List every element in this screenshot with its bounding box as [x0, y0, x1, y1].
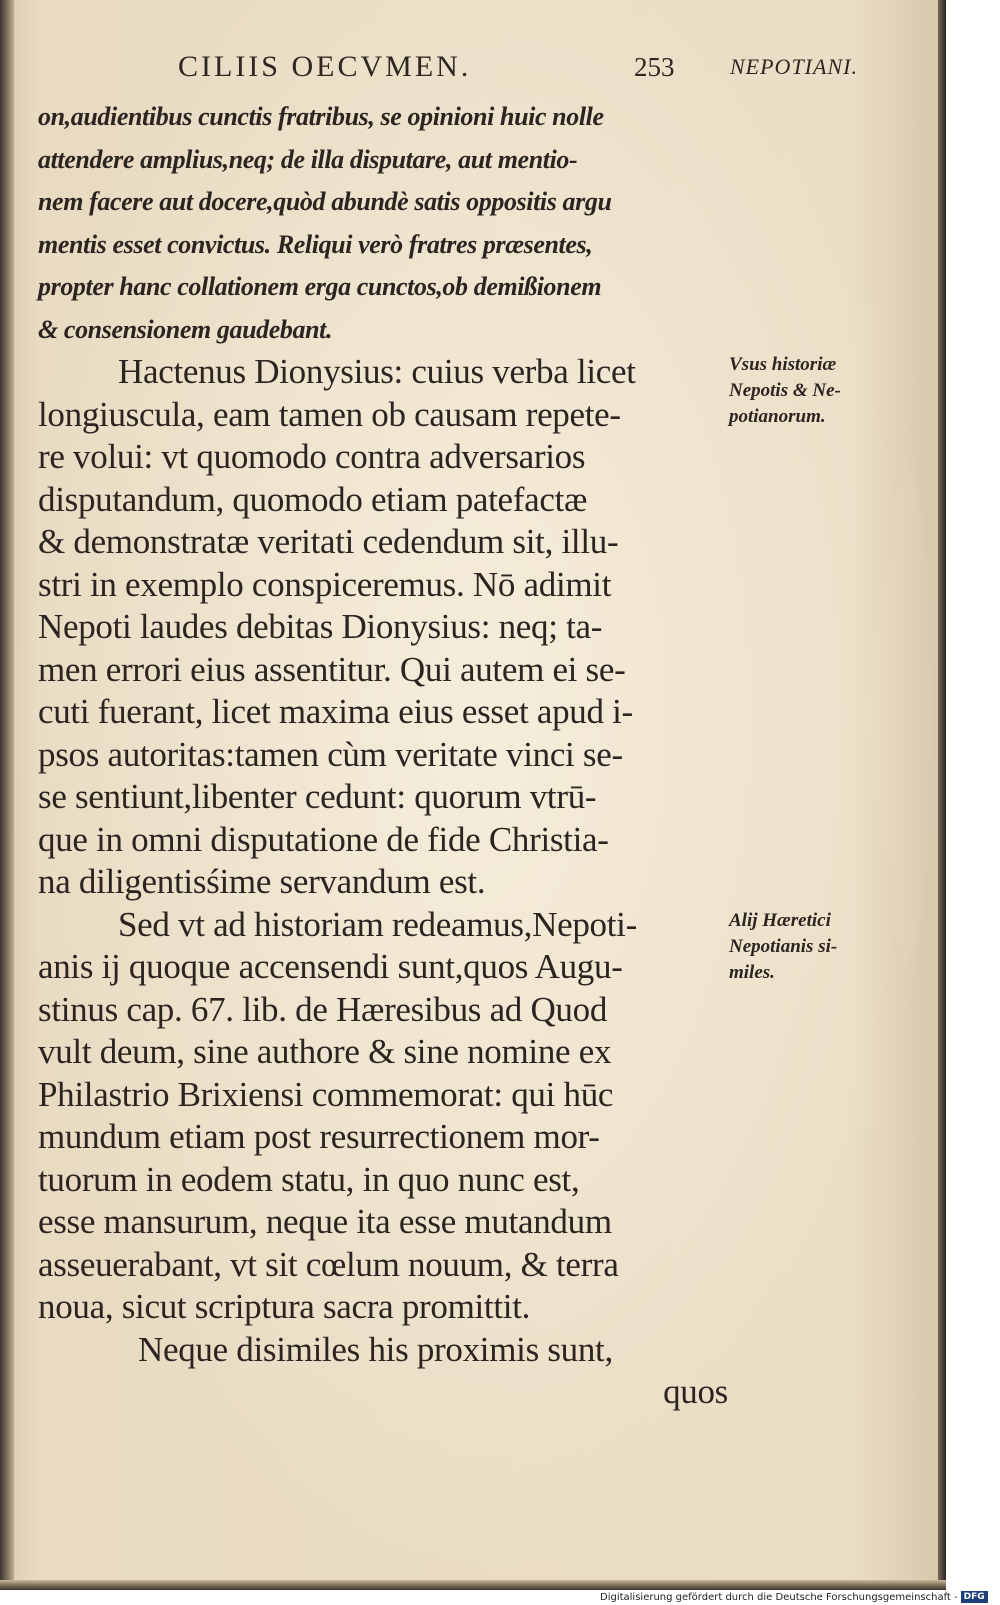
text-line: stinus cap. 67. lib. de Hæresibus ad Quod	[38, 989, 608, 1029]
marginal-line: Nepotianis si-	[729, 936, 838, 957]
text-line: longiuscula, eam tamen ob causam repete-	[38, 394, 621, 434]
marginal-note-alij-haeretici	[729, 908, 837, 986]
binding-gutter	[0, 0, 14, 1590]
italic-quotation	[38, 96, 728, 351]
marginal-line: Alij Hæretici	[729, 910, 831, 931]
roman-text	[38, 351, 728, 1414]
text-line: stri in exemplo conspiceremus. Nō adimit	[38, 564, 612, 604]
text-line: na diligentisśime servandum est.	[38, 862, 486, 901]
text-line: cuti fuerant, licet maxima eius esset apud i-	[38, 692, 633, 731]
text-line: & demonstratæ veritati cedendum sit, illu-	[38, 522, 619, 561]
page-number: 253	[634, 52, 675, 82]
text-line: & consensionem gaudebant.	[38, 314, 333, 344]
paragraph-start-line: Sed vt ad historiam redeamus,Nepoti-	[118, 904, 637, 944]
text-line: vult deum, sine authore & sine nomine ex	[38, 1032, 612, 1071]
text-line: re volui: vt quomodo contra adversarios	[38, 437, 586, 476]
digitization-credit	[600, 1590, 1000, 1605]
text-line: psos autoritas:tamen cùm veritate vinci se-	[38, 734, 623, 774]
running-head: CILIIS OECVMEN.	[178, 50, 472, 83]
text-line: anis ij quoque accensendi sunt,quos Augu-	[38, 947, 623, 986]
credit-text: Digitalisierung gefördert durch die Deutsche Forschungsgemeinschaft -	[600, 1592, 958, 1603]
page-bottom-shadow	[0, 1580, 946, 1590]
text-line: asseuerabant, vt sit cœlum nouum, & terra	[38, 1244, 619, 1284]
text-line: mundum etiam post resurrectionem mor-	[38, 1117, 600, 1156]
text-line: mentis esset convictus. Reliqui verò fratres præsentes,	[38, 229, 593, 259]
text-line: esse mansurum, neque ita esse mutandum	[38, 1202, 612, 1241]
text-line: on,audientibus cunctis fratribus, se opinioni huic nolle	[38, 102, 604, 131]
text-line: tuorum in eodem statu, in quo nunc est,	[38, 1159, 580, 1199]
text-line: se sentiunt,libenter cedunt: quorum vtrū-	[38, 777, 597, 816]
section-head: NEPOTIANI.	[730, 54, 858, 79]
main-text-block	[38, 96, 728, 1414]
marginal-line: Nepotis & Ne-	[729, 380, 841, 401]
text-line: propter hanc collationem erga cunctos,ob demißionem	[38, 272, 602, 301]
text-line: Philastrio Brixiensi commemorat: qui hūc	[38, 1074, 614, 1114]
marginal-line: potianorum.	[729, 406, 826, 427]
text-line: disputandum, quomodo etiam patefactæ	[38, 479, 588, 519]
text-line: Nepoti laudes debitas Dionysius: neq; ta-	[38, 607, 603, 646]
marginal-note-usus-historiae	[729, 352, 841, 430]
catchword: quos	[663, 1372, 728, 1411]
paragraph-start-line: Hactenus Dionysius: cuius verba licet	[118, 352, 636, 391]
text-line: attendere amplius,neq; de illa disputare, aut mentio-	[38, 144, 578, 174]
dfg-logo: DFG	[961, 1591, 988, 1603]
text-line: men errori eius assentitur. Qui autem ei se-	[38, 649, 626, 689]
page-edge-shadow	[938, 0, 946, 1590]
marginal-line: miles.	[729, 962, 775, 983]
text-line: que in omni disputatione de fide Christia-	[38, 819, 609, 859]
paragraph-start-line: Neque disimiles his proximis sunt,	[138, 1329, 613, 1369]
text-line: noua, sicut scriptura sacra promittit.	[38, 1287, 531, 1326]
text-line: nem facere aut docere,quòd abundè satis oppositis argu	[38, 187, 612, 216]
page-header	[0, 48, 946, 92]
marginal-line: Vsus historiæ	[729, 354, 837, 375]
